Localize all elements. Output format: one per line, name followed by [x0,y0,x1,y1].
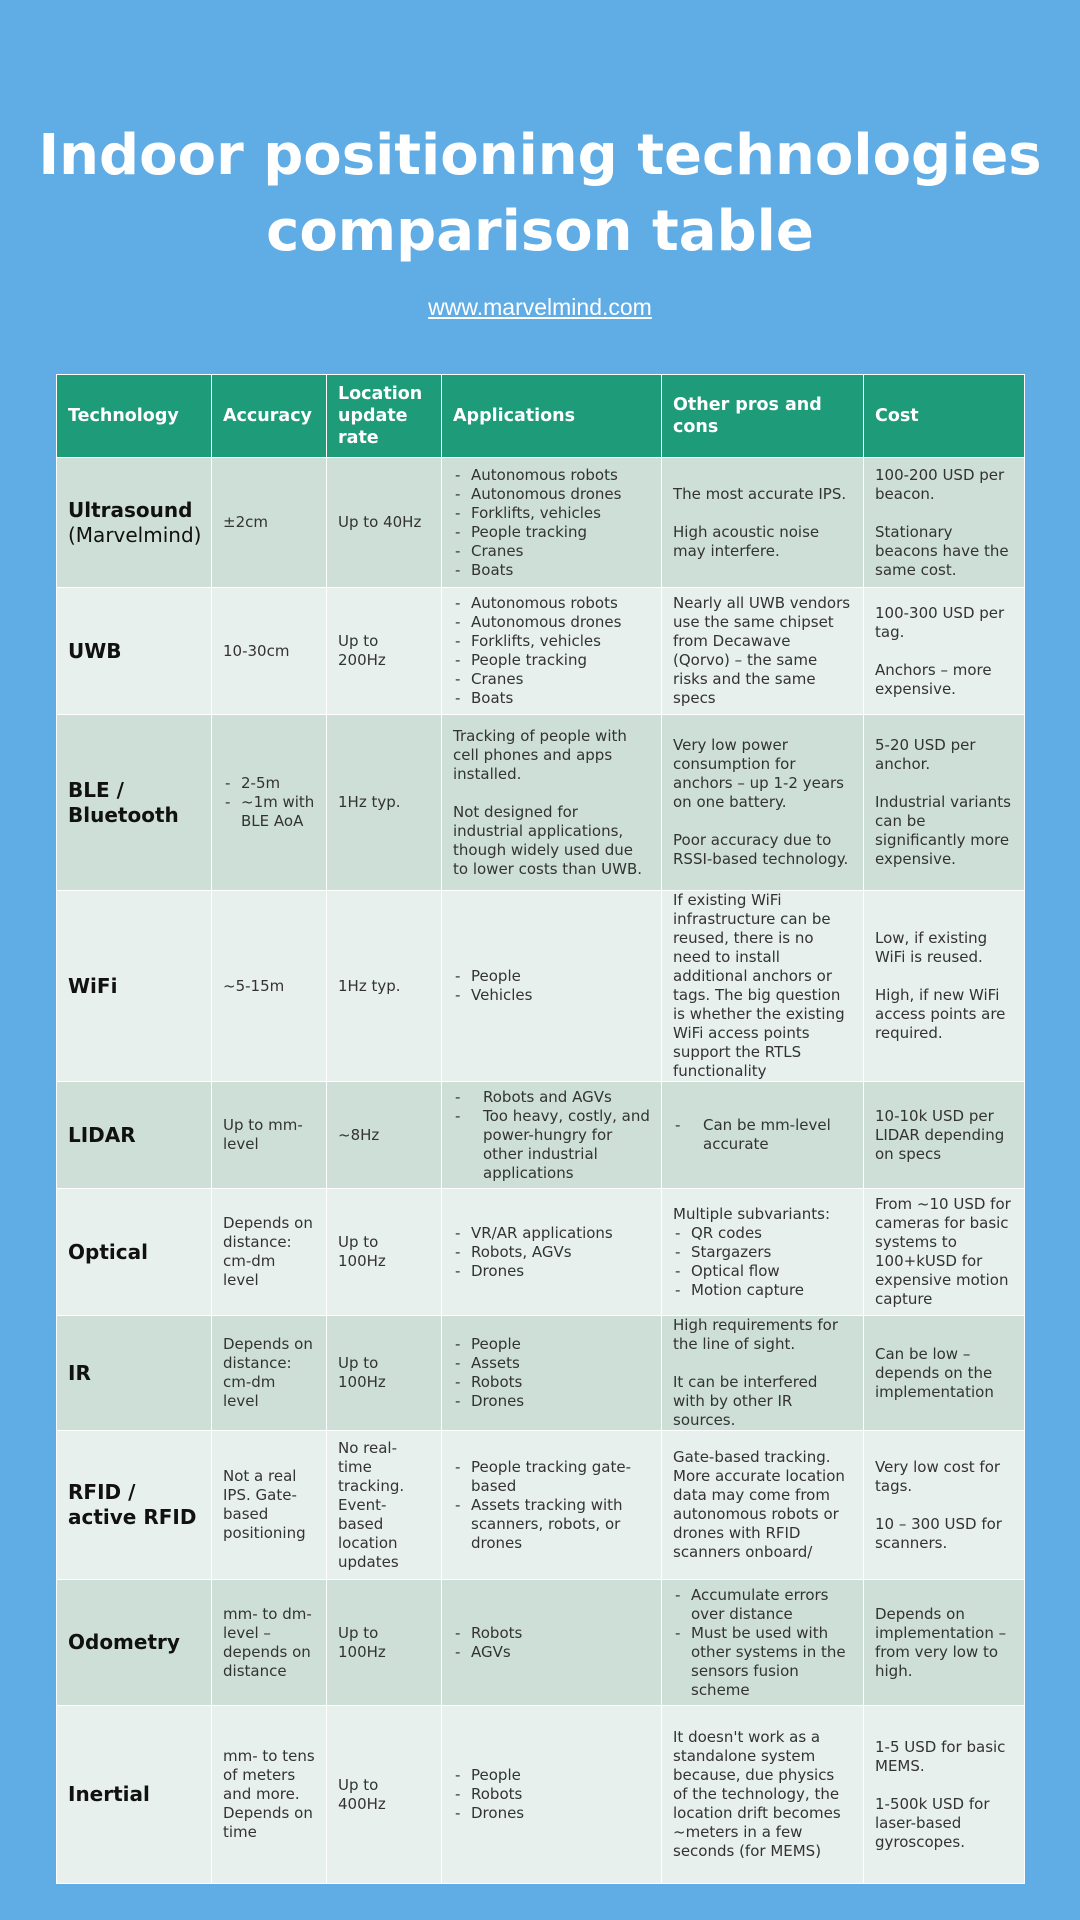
list-item: - Cranes [453,670,650,689]
rate-cell: Up to 100Hz [327,1316,442,1431]
list-item: - Drones [453,1804,650,1823]
list-item: - People tracking [453,523,650,542]
applications-text: Tracking of people with cell phones and apps installed. [453,726,627,783]
table-row [57,715,1025,891]
list-item: - People [453,1335,650,1354]
list-item: - Autonomous drones [453,485,650,504]
accuracy-cell: Up to mm-level [212,1082,327,1189]
list-item: - ~1m with BLE AoA [223,793,315,831]
list-item: - Can be mm-level accurate [673,1116,852,1154]
cost-text: 5-20 USD per anchor. [875,736,976,773]
list-item: - AGVs [453,1643,650,1662]
rate-cell: Up to 40Hz [327,458,442,588]
pros-cons-cell [662,1706,864,1884]
cost-text: 100-300 USD per tag. [875,603,1005,641]
list-item: - Boats [453,689,650,708]
cost-text: 10-10k USD per LIDAR depending on specs [875,1106,1005,1163]
list-item: - QR codes [673,1224,852,1243]
applications-cell [442,1189,662,1316]
table-row [57,458,1025,588]
pros-cons-cell [662,1316,864,1431]
cost-text: 1-500k USD for laser-based gyroscopes. [875,1794,990,1851]
column-header-technology: Technology [57,375,212,458]
website-link[interactable]: www.marvelmind.com [428,294,652,320]
rate-cell: No real-time tracking. Event-based location updates [327,1431,442,1580]
list-item: - Assets tracking with scanners, robots, or drones [453,1496,650,1553]
list-item: - People [453,967,650,986]
accuracy-cell: Not a real IPS. Gate-based positioning [212,1431,327,1580]
list-item: - Robots [453,1785,650,1804]
technology-cell: WiFi [57,891,212,1082]
list-item: - Autonomous drones [453,613,650,632]
cost-text: 10 – 300 USD for scanners. [875,1514,1002,1552]
rate-cell: Up to 200Hz [327,588,442,715]
column-header-pros-cons: Other pros and cons [662,375,864,458]
list-item: - Assets [453,1354,650,1373]
cost-cell [864,1431,1025,1580]
list-item: - Must be used with other systems in the sensors fusion scheme [673,1624,852,1700]
comparison-table-container [56,374,1024,1884]
pros-cons-text: The most accurate IPS. [673,484,847,503]
pros-cons-cell [662,715,864,891]
applications-cell [442,891,662,1082]
accuracy-cell: Depends on distance: cm-dm level [212,1189,327,1316]
cost-text: Anchors – more expensive. [875,660,992,698]
pros-cons-text: It can be interfered with by other IR sources. [673,1373,818,1429]
pros-cons-cell [662,1431,864,1580]
rate-cell: 1Hz typ. [327,715,442,891]
pros-cons-text: Poor accuracy due to RSSI-based technology. [673,831,849,868]
list-item: - Drones [453,1392,650,1411]
accuracy-cell: ~5-15m [212,891,327,1082]
table-row [57,1431,1025,1580]
rate-cell: Up to 100Hz [327,1580,442,1706]
pros-cons-text: High requirements for the line of sight. [673,1316,839,1353]
list-item: - People [453,1766,650,1785]
list-item: - Too heavy, costly, and power-hungry for other industrial applications [453,1107,650,1183]
column-header-cost: Cost [864,375,1025,458]
cost-text: Industrial variants can be significantly more expensive. [875,793,1011,868]
list-item: - 2-5m [223,774,315,793]
list-item: - Robots [453,1624,650,1643]
pros-cons-cell [662,1082,864,1189]
cost-cell [864,588,1025,715]
list-item: - People tracking [453,651,650,670]
applications-cell [442,458,662,588]
table-row [57,1316,1025,1431]
list-item: - Optical flow [673,1262,852,1281]
column-header-applications: Applications [442,375,662,458]
technology-cell [57,458,212,588]
technology-cell: IR [57,1316,212,1431]
cost-cell [864,458,1025,588]
technology-cell: Inertial [57,1706,212,1884]
header-row [57,375,1025,458]
table-row [57,1706,1025,1884]
technology-cell: RFID / active RFID [57,1431,212,1580]
list-item: - Forklifts, vehicles [453,504,650,523]
cost-text: 100-200 USD per beacon. [875,465,1005,503]
cost-text: From ~10 USD for cameras for basic systems to 100+kUSD for expensive motion capture [875,1195,1011,1308]
list-item: - Drones [453,1262,650,1281]
cost-cell [864,891,1025,1082]
applications-cell [442,1082,662,1189]
technology-name: Ultrasound [68,497,193,522]
list-item: - Autonomous robots [453,594,650,613]
applications-cell [442,715,662,891]
list-item: - Autonomous robots [453,466,650,485]
applications-cell [442,1316,662,1431]
technology-cell: Odometry [57,1580,212,1706]
table-row [57,1189,1025,1316]
list-item: - Robots and AGVs [453,1088,650,1107]
pros-cons-cell [662,891,864,1082]
pros-cons-cell [662,588,864,715]
cost-cell [864,1189,1025,1316]
pros-cons-cell [662,458,864,588]
table-row [57,1082,1025,1189]
pros-cons-text: Nearly all UWB vendors use the same chipset from Decawave (Qorvo) – the same risks and the same specs [673,594,851,707]
comparison-table [56,374,1025,1884]
technology-cell: UWB [57,588,212,715]
cost-cell [864,715,1025,891]
pros-cons-intro: Multiple subvariants: [673,1204,831,1223]
cost-text: High, if new WiFi access points are required. [875,986,1006,1042]
accuracy-cell: 10-30cm [212,588,327,715]
cost-cell [864,1580,1025,1706]
cost-cell [864,1082,1025,1189]
cost-cell [864,1706,1025,1884]
pros-cons-text: High acoustic noise may interfere. [673,522,820,560]
pros-cons-cell [662,1580,864,1706]
cost-text: Stationary beacons have the same cost. [875,522,1009,579]
accuracy-cell [212,715,327,891]
applications-cell [442,1706,662,1884]
rate-cell: ~8Hz [327,1082,442,1189]
rate-cell: Up to 400Hz [327,1706,442,1884]
technology-subname: (Marvelmind) [68,522,202,547]
rate-cell: Up to 100Hz [327,1189,442,1316]
accuracy-cell: mm- to dm-level – depends on distance [212,1580,327,1706]
applications-cell [442,588,662,715]
column-header-accuracy: Accuracy [212,375,327,458]
list-item: - Accumulate errors over distance [673,1586,852,1624]
table-row [57,891,1025,1082]
cost-text: Depends on implementation – from very low to high. [875,1604,1007,1680]
accuracy-cell: ±2cm [212,458,327,588]
cost-text: Can be low – depends on the implementation [875,1344,994,1401]
technology-cell: Optical [57,1189,212,1316]
accuracy-cell: Depends on distance: cm-dm level [212,1316,327,1431]
list-item: - Boats [453,561,650,580]
list-item: - People tracking gate-based [453,1458,650,1496]
accuracy-cell: mm- to tens of meters and more. Depends on time [212,1706,327,1884]
cost-text: Very low cost for tags. [875,1457,1001,1495]
list-item: - Motion capture [673,1281,852,1300]
table-row [57,1580,1025,1706]
pros-cons-text: Gate-based tracking. More accurate location data may come from autonomous robots or drones with RFID scanners onboard/ [673,1448,845,1561]
list-item: - VR/AR applications [453,1224,650,1243]
rate-cell: 1Hz typ. [327,891,442,1082]
pros-cons-text: Very low power consumption for anchors – up 1-2 years on one battery. [673,736,844,811]
pros-cons-text: It doesn't work as a standalone system because, due physics of the technology, the location drift becomes ~meters in a few seconds (for MEMS) [673,1728,841,1860]
cost-text: Low, if existing WiFi is reused. [875,929,988,966]
list-item: - Cranes [453,542,650,561]
cost-text: 1-5 USD for basic MEMS. [875,1737,1006,1775]
table-row [57,588,1025,715]
applications-cell [442,1580,662,1706]
pros-cons-text: If existing WiFi infrastructure can be reused, there is no need to install additional anchors or tags. The big question is whether the existing WiFi access points support the RTLS functionality [673,891,845,1080]
technology-cell: BLE / Bluetooth [57,715,212,891]
column-header-update-rate: Location update rate [327,375,442,458]
page-title [0,118,1080,270]
title-line-2: comparison table [266,199,814,264]
pros-cons-cell [662,1189,864,1316]
list-item: - Vehicles [453,986,650,1005]
technology-cell: LIDAR [57,1082,212,1189]
title-line-1: Indoor positioning technologies [38,123,1042,188]
list-item: - Stargazers [673,1243,852,1262]
list-item: - Robots [453,1373,650,1392]
cost-cell [864,1316,1025,1431]
list-item: - Forklifts, vehicles [453,632,650,651]
applications-text: Not designed for industrial applications, though widely used due to lower costs than UWB. [453,802,643,878]
list-item: - Robots, AGVs [453,1243,650,1262]
applications-cell [442,1431,662,1580]
